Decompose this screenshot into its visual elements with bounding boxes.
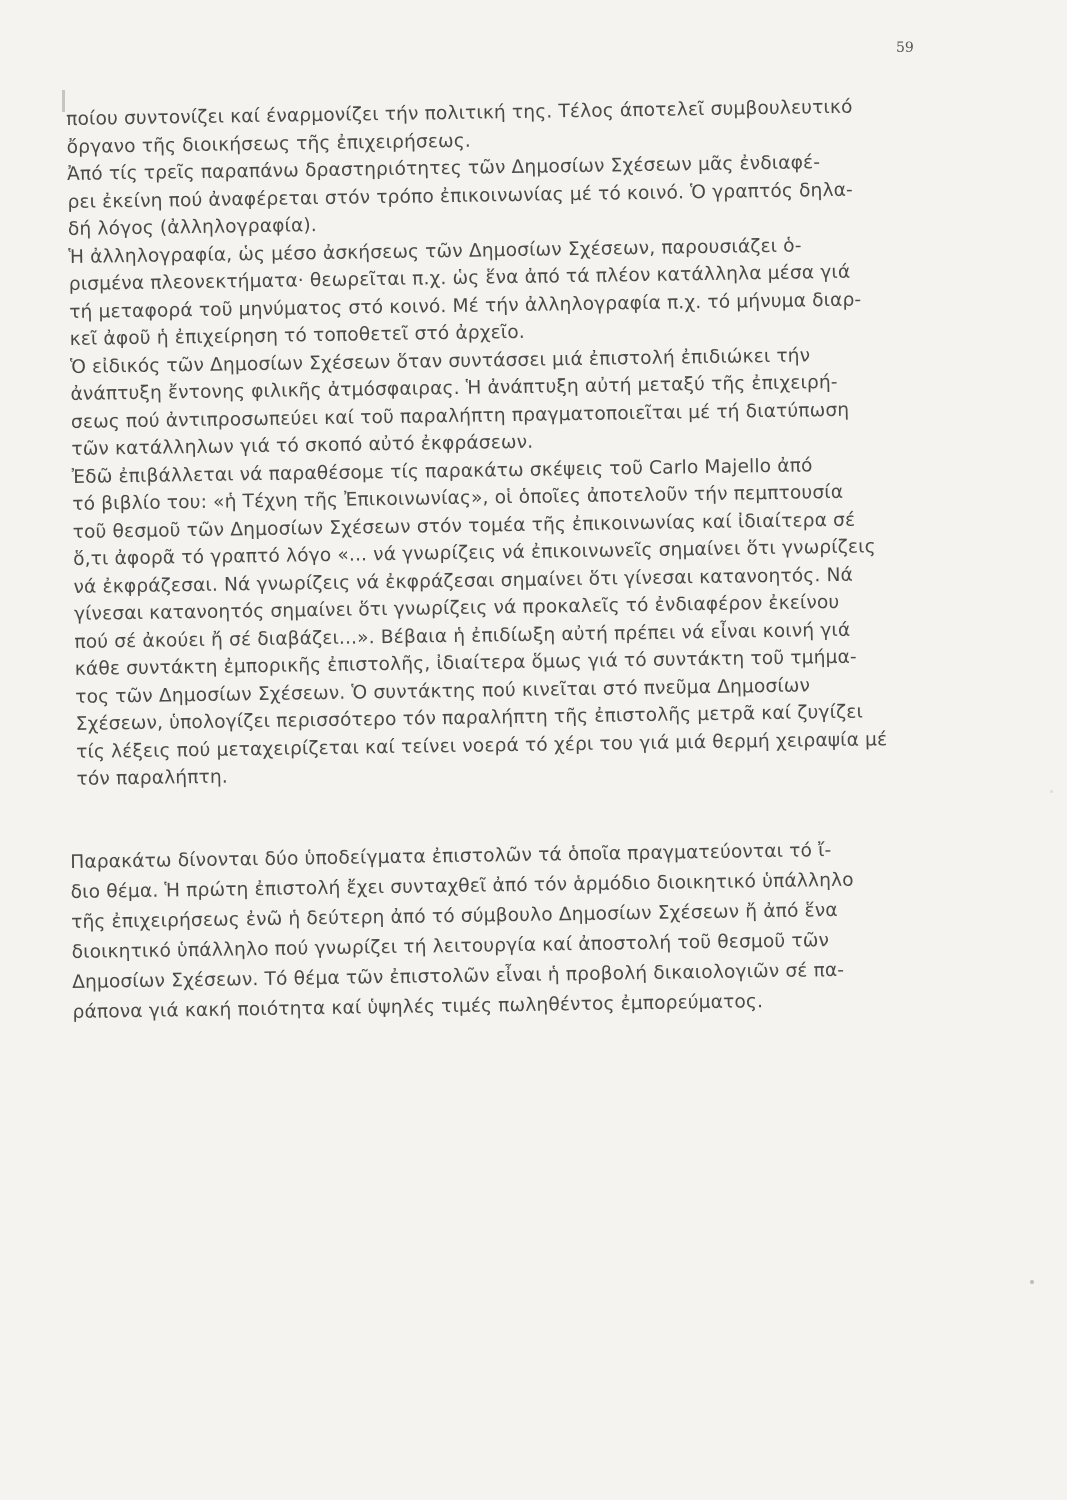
text-line: τος τῶν Δημοσίων Σχέσεων. Ὁ συντάκτης πού κινεῖται στό πνεῦμα Δημοσίων: [75, 674, 811, 708]
text-line: τῶν κατάλληλων γιά τό σκοπό αὐτό ἐκφράσεων.: [71, 431, 534, 460]
scan-speck: [1030, 1280, 1034, 1284]
text-line: τῆς ἐπιχειρήσεως ἐνῶ ἡ δεύτερη ἀπό τό σύμβουλο Δημοσίων Σχέσεων ἤ ἀπό ἕνα: [71, 899, 838, 933]
text-line: δή λόγος (ἀλληλογραφία).: [67, 215, 318, 240]
text-line: νά ἐκφράζεσαι. Νά γνωρίζεις νά ἐκφράζεσαι σημαίνει ὅτι γίνεσαι κατανοητός. Νά: [73, 564, 854, 598]
scan-speck: [1050, 790, 1053, 793]
paragraph-block-2: [70, 834, 953, 1028]
text-line: Παρακάτω δίνονται δύο ὑποδείγματα ἐπιστολῶν τά ὁποῖα πραγματεύονται τό ἴ-: [70, 840, 832, 873]
text-line: διο θέμα. Ἡ πρώτη ἐπιστολή ἔχει συνταχθεῖ ἀπό τόν ἁρμόδιο διοικητικό ὑπάλληλο: [70, 869, 854, 903]
text-line: Ἐδῶ ἐπιβάλλεται νά παραθέσομε τίς παρακάτω σκέψεις τοῦ Carlo Majello ἀπό: [71, 454, 813, 488]
text-line: Ἀπό τίς τρεῖς παραπάνω δραστηριότητες τῶν Δημοσίων Σχέσεων μᾶς ἐνδιαφέ-: [66, 152, 821, 185]
text-line: πού σέ ἀκούει ἤ σέ διαβάζει...». Βέβαια ἡ ἐπιδίωξη αὐτή πρέπει νά εἶναι κοινή γιά: [74, 619, 851, 653]
text-line: διοικητικό ὑπάλληλο πού γνωρίζει τή λειτουργία καί ἀποστολή τοῦ θεσμοῦ τῶν: [71, 930, 830, 963]
text-line: Ἡ ἀλληλογραφία, ὡς μέσο ἀσκήσεως τῶν Δημοσίων Σχέσεων, παρουσιάζει ὁ-: [68, 234, 802, 268]
text-line: ποίου συντονίζει καί έναρμονίζει τήν πολιτική της. Τέλος άποτελεῖ συμβουλευτικό: [66, 96, 853, 130]
text-line: ὄργανο τῆς διοικήσεως τῆς ἐπιχειρήσεως.: [66, 130, 472, 158]
text-line: τίς λέξεις πού μεταχειρίζεται καί τείνει νοερά τό χέρι του γιά μιά θερμή χειραψία μέ: [75, 728, 888, 763]
text-line: Δημοσίων Σχέσεων. Τό θέμα τῶν ἐπιστολῶν εἶναι ἡ προβολή δικαιολογιῶν σέ πα-: [71, 959, 845, 993]
text-line: ρισμένα πλεονεκτήματα· θεωρεῖται π.χ. ὡς ἕνα ἀπό τά πλέον κατάλληλα μέσα γιά: [68, 261, 851, 295]
text-line: κεῖ ἀφοῦ ἡ ἐπιχείρηση τό τοποθετεῖ στό ἀρχεῖο.: [69, 321, 526, 350]
paragraph-block-1: [66, 92, 957, 793]
text-line: τοῦ θεσμοῦ τῶν Δημοσίων Σχέσεων στόν τομέα τῆς ἐπικοινωνίας καί ἰδιαίτερα σέ: [72, 509, 856, 543]
text-line: τόν παραλήπτη.: [76, 766, 229, 790]
text-line: τή μεταφορά τοῦ μηνύματος στό κοινό. Μέ τήν ἀλληλογραφία π.χ. τό μήνυμα διαρ-: [69, 289, 862, 323]
text-line: Σχέσεων, ὑπολογίζει περισσότερο τόν παραλήπτη τῆς ἐπιστολῆς μετρᾶ καί ζυγίζει: [75, 701, 864, 735]
text-line: ράπονα γιά κακή ποιότητα καί ὑψηλές τιμές πωληθέντος ἐμπορεύματος.: [72, 991, 764, 1023]
text-line: ἀνάπτυξη ἔντονης φιλικῆς ἀτμόσφαιρας. Ἡ ἀνάπτυξη αὐτή μεταξύ τῆς ἐπιχειρή-: [70, 371, 838, 405]
text-line: ρει ἐκείνη πού ἀναφέρεται στόν τρόπο ἐπικοινωνίας μέ τό κοινό. Ὁ γραπτός δηλα-: [67, 179, 854, 213]
text-line: ὅ,τι ἀφορᾶ τό γραπτό λόγο «... νά γνωρίζεις νά ἐπικοινωνεῖς σημαίνει ὅτι γνωρίζεις: [72, 536, 876, 570]
text-line: κάθε συντάκτη ἐμπορικῆς ἐπιστολῆς, ἰδιαίτερα ὅμως γιά τό συντάκτη τοῦ τμήμα-: [74, 646, 857, 680]
text-line: τό βιβλίο του: «ἡ Τέχνη τῆς Ἐπικοινωνίας», οἱ ὁποῖες ἀποτελοῦν τήν πεμπτουσία: [72, 481, 844, 515]
page-number: 59: [896, 40, 914, 56]
text-line: Ὁ εἰδικός τῶν Δημοσίων Σχέσεων ὅταν συντάσσει μιά ἐπιστολή ἐπιδιώκει τήν: [69, 344, 811, 378]
scan-artifact: [62, 90, 65, 112]
text-line: γίνεσαι κατανοητός σημαίνει ὅτι γνωρίζεις νά προκαλεῖς τό ἐνδιαφέρον ἐκείνου: [73, 591, 840, 625]
text-line: σεως πού ἀντιπροσωπεύει καί τοῦ παραλήπτη πραγματοποιεῖται μέ τή διατύπωση: [70, 399, 850, 433]
